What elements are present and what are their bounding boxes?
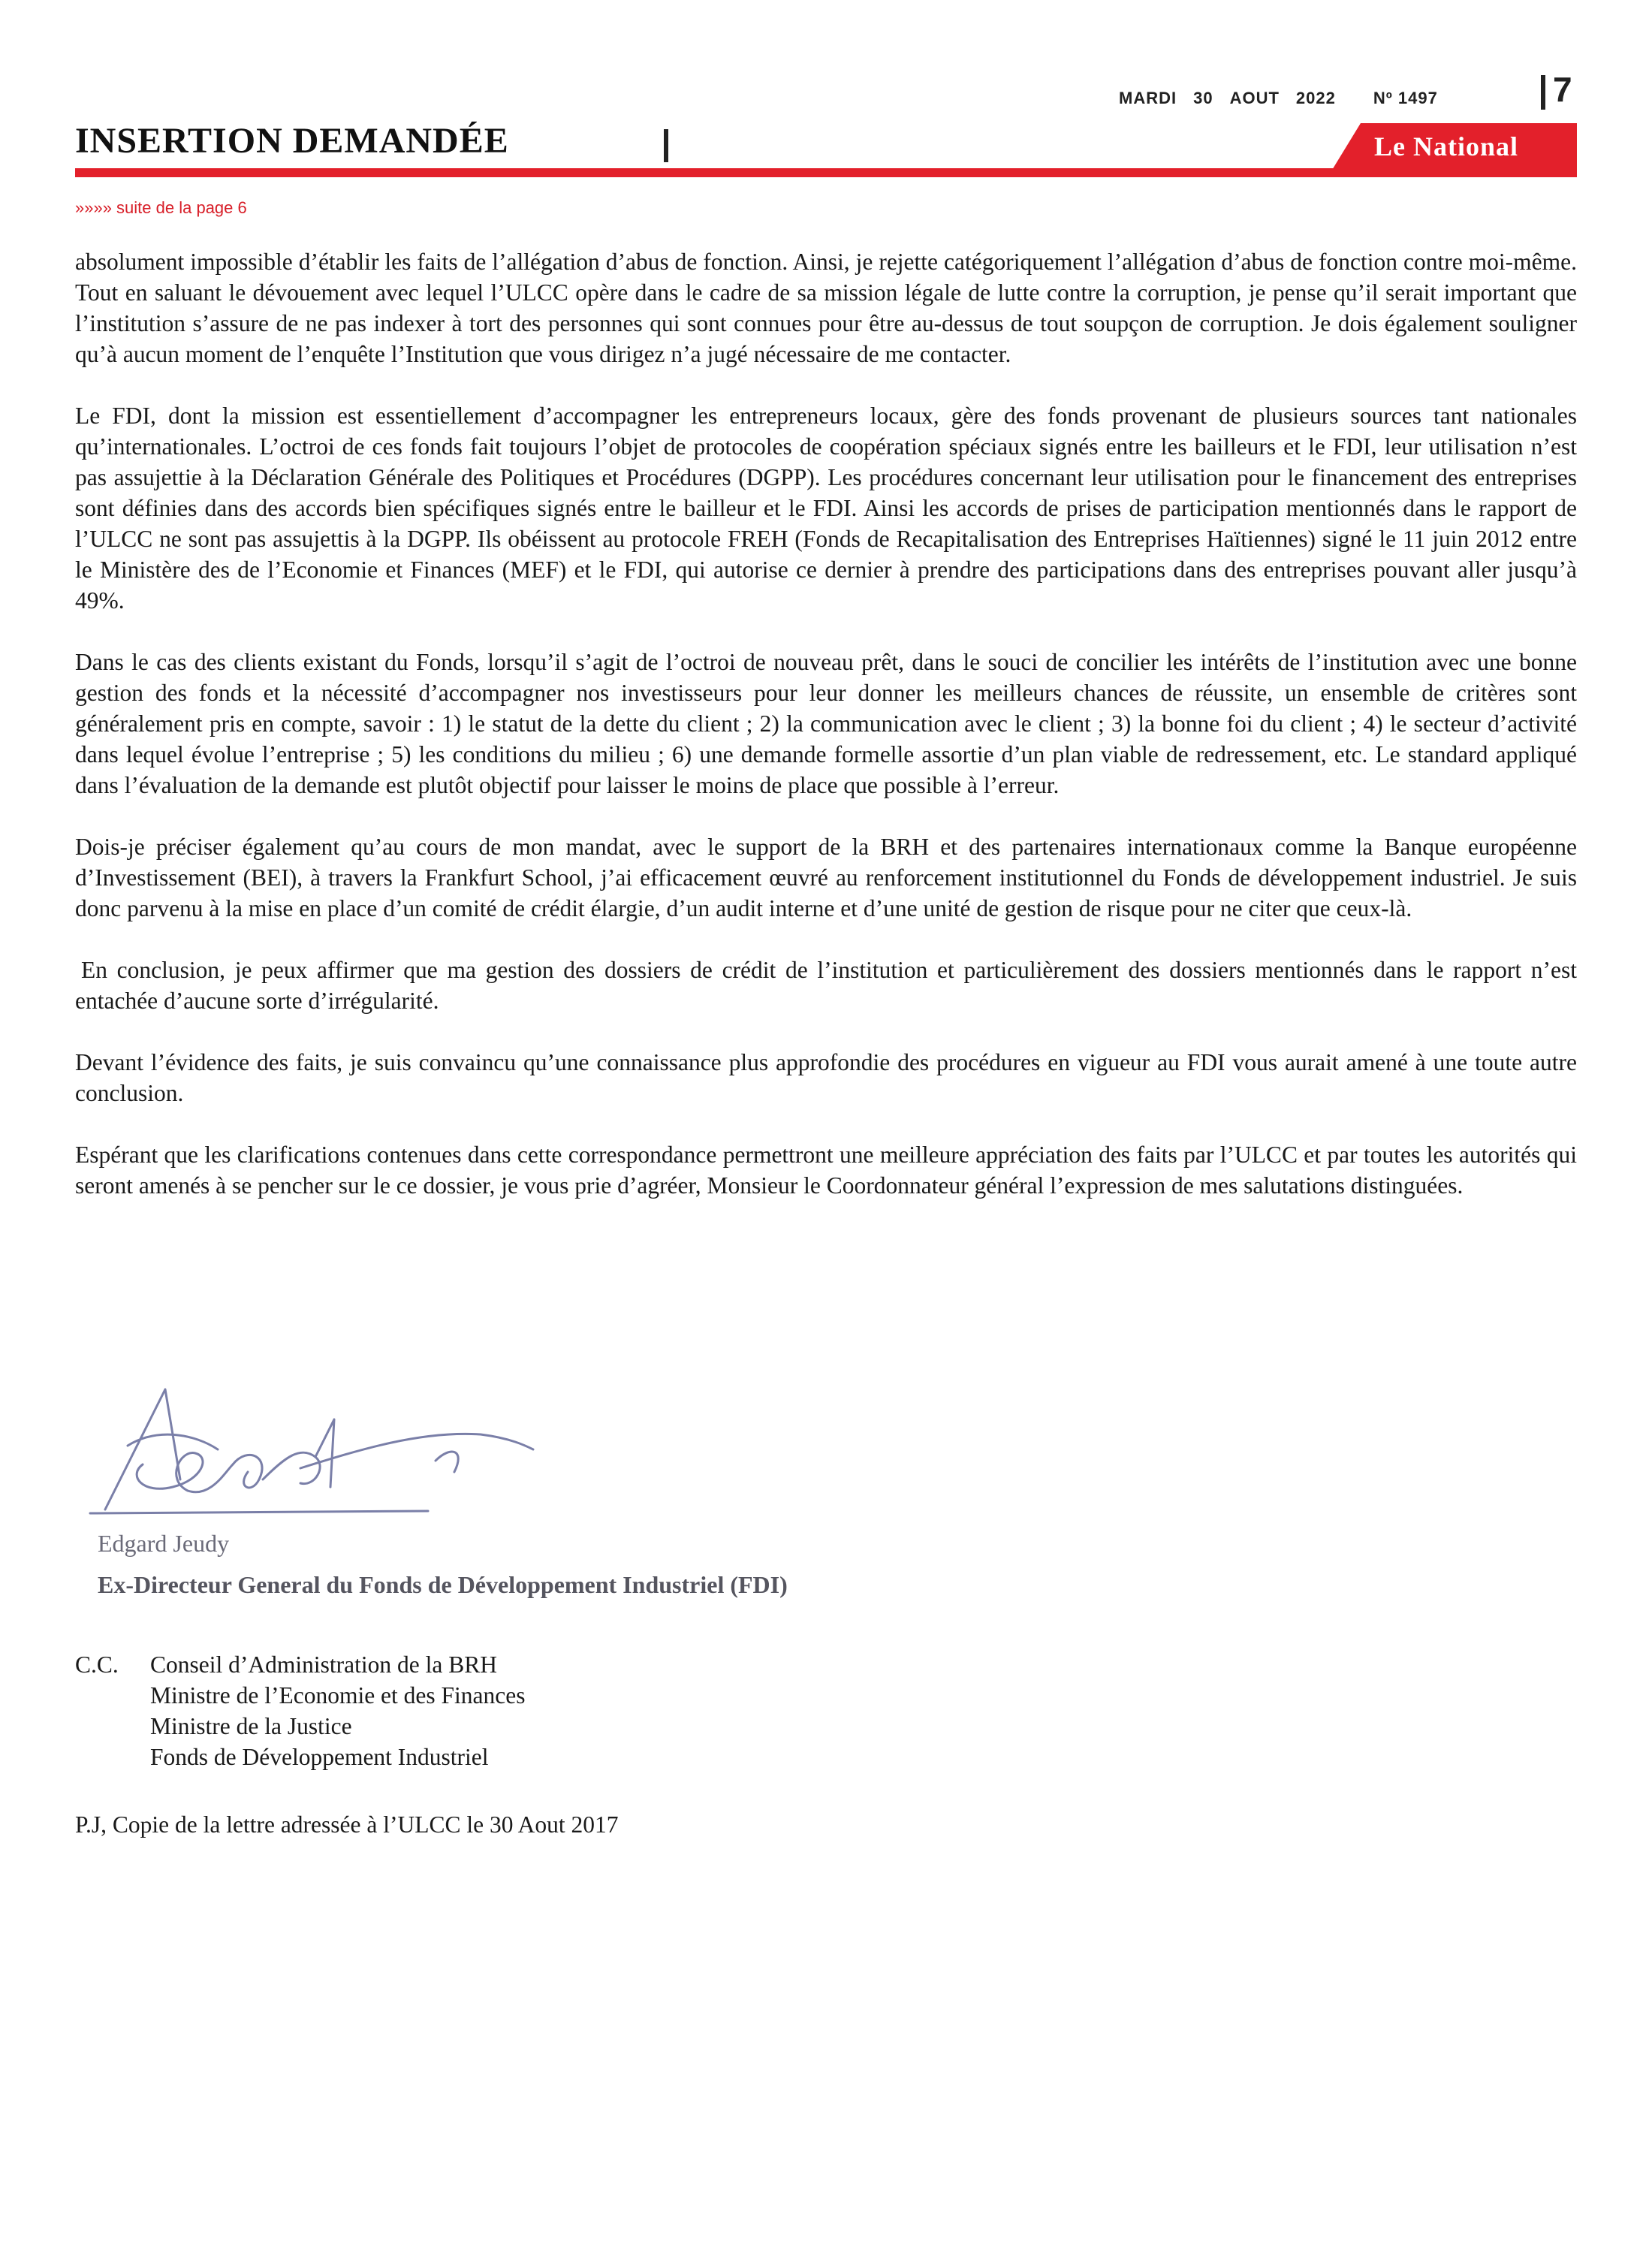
- paper-name: Le National: [1374, 131, 1519, 161]
- issue-date: 30: [1193, 89, 1213, 107]
- cc-recipient-list: [150, 1649, 526, 1772]
- paragraph: Dois-je préciser également qu’au cours de mon mandat, avec le support de la BRH et des partenaires internationaux comme la Banque européenne d’Investissement (BEI), à travers la Frankfurt School, j’ai efficacement œuvré au renforcement institutionnel du Fonds de développement industriel. Je suis donc parvenu à la mise en place d’un comité de crédit élargie, d’un audit interne et d’une unité de gestion de risque pour ne citer que ceux-là.: [75, 834, 1577, 921]
- paragraph: En conclusion, je peux affirmer que ma gestion des dossiers de crédit de l’institution et particulièrement des dossiers mentionnés dans le rapport n’est entachée d’aucune sorte d’irrégularité.: [75, 957, 1577, 1014]
- page-number-divider: [1541, 75, 1545, 110]
- signer-name: Edgard Jeudy: [98, 1530, 230, 1557]
- issue-year: 2022: [1295, 89, 1336, 107]
- cc-recipient: Ministre de la Justice: [150, 1713, 352, 1739]
- issue-date-line: [1119, 84, 1438, 113]
- cc-recipient: Fonds de Développement Industriel: [150, 1744, 489, 1770]
- paragraph: Dans le cas des clients existant du Fonds, lorsqu’il s’agit de l’octroi de nouveau prêt, dans le souci de concilier les intérêts de l’institution avec une bonne gestion des fonds et la nécessité d’accompagner nos investisseurs pour leur donner les meilleurs chances de réussite, un ensemble de critères sont généralement pris en compte, savoir : 1) le statut de la dette du client ; 2) la communication avec le client ; 3) la bonne foi du client ; 4) le secteur d’activité dans lequel évolue l’entreprise ; 5) les conditions du milieu ; 6) une demande formelle assortie d’un plan viable de redressement, etc. Le standard appliqué dans l’évaluation de la demande est plutôt objectif pour laisser le moins de place que possible à l’erreur.: [75, 649, 1577, 798]
- handwritten-signature: [75, 1374, 601, 1532]
- signature-block: [75, 1374, 901, 1630]
- paragraph: Le FDI, dont la mission est essentiellement d’accompagner les entrepreneurs locaux, gère des fonds provenant de plusieurs sources tant nationales qu’internationales. L’octroi de ces fonds fait toujours l’objet de protocoles de coopération spéciaux signés entre les bailleurs et le FDI, leur utilisation n’est pas assujettie à la Déclaration Générale des Politiques et Procédures (DGPP). Les procédures concernant leur utilisation pour le financement des entreprises sont définies dans des accords bien spécifiques signés entre le bailleur et le FDI. Ainsi les accords de prises de participation mentionnés dans le rapport de l’ULCC ne sont pas assujettis à la DGPP. Ils obéissent au protocole FREH (Fonds de Recapitalisation des Entreprises Haïtiennes) signé le 11 juin 2012 entre le Ministère des de l’Economie et Finances (MEF) et le FDI, qui autorise ce dernier à prendre des participations dans des entreprises pouvant aller jusqu’à 49%.: [75, 403, 1577, 614]
- issue-day: MARDI: [1119, 89, 1177, 107]
- cc-block: [75, 1649, 526, 1772]
- paragraph: absolument impossible d’établir les faits de l’allégation d’abus de fonction. Ainsi, je rejette catégoriquement l’allégation d’abus de fonction contre moi-même. Tout en saluant le dévouement avec lequel l’ULCC opère dans le cadre de sa mission légale de lutte contre la corruption, je pense qu’il serait important que l’institution s’assure de ne pas indexer à tort des personnes qui sont connues pour être au-dessus de tout soupçon de corruption. Je dois également souligner qu’à aucun moment de l’enquête l’Institution que vous dirigez n’a jugé nécessaire de me contacter.: [75, 249, 1577, 367]
- cc-label: C.C.: [75, 1651, 119, 1678]
- page-number: 7: [1553, 70, 1572, 109]
- continuation-note: »»»» suite de la page 6: [75, 198, 247, 217]
- cc-recipient: Ministre de l’Economie et des Finances: [150, 1682, 526, 1709]
- paragraph: Devant l’évidence des faits, je suis convaincu qu’une connaissance plus approfondie des procédures en vigueur au FDI vous aurait amené à une toute autre conclusion.: [75, 1049, 1577, 1106]
- signer-title: Ex-Directeur General du Fonds de Développement Industriel (FDI): [98, 1571, 788, 1598]
- section-title: INSERTION DEMANDÉE: [75, 121, 509, 161]
- issue-month: AOUT: [1229, 89, 1280, 107]
- paragraph: Espérant que les clarifications contenues dans cette correspondance permettront une meilleure appréciation des faits par l’ULCC et par toutes les autorités qui seront amenés à se pencher sur le ce dossier, je vous prie d’agréer, Monsieur le Coordonnateur général l’expression de mes salutations distinguées.: [75, 1142, 1577, 1199]
- article-body: [75, 246, 1577, 1232]
- issue-number: Nº 1497: [1373, 89, 1438, 107]
- attachment-note: P.J, Copie de la lettre adressée à l’ULCC le 30 Aout 2017: [75, 1811, 619, 1838]
- cc-recipient: Conseil d’Administration de la BRH: [150, 1651, 497, 1678]
- title-divider: [664, 129, 668, 162]
